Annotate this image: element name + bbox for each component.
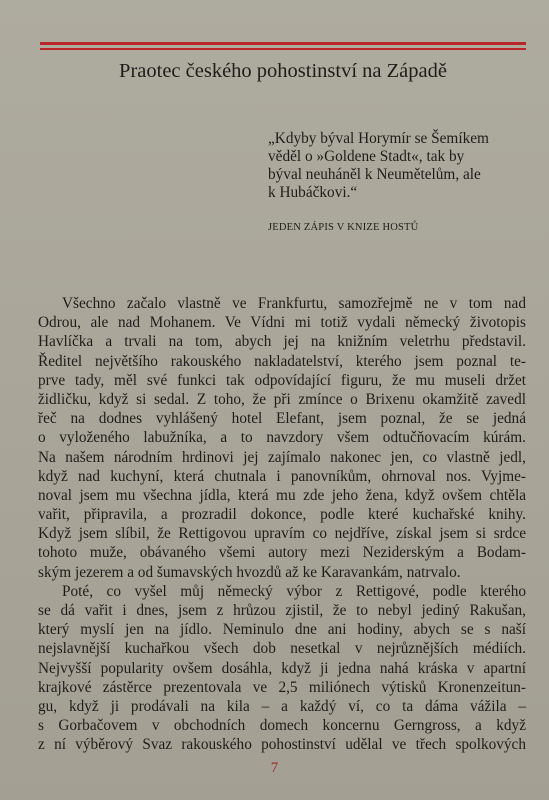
text-line: Na našem národním hrdinovi jej zajímalo nakonec jen, co vlastně jedl, xyxy=(38,448,526,466)
epigraph-line: věděl o »Goldene Stadt«, tak by xyxy=(268,148,465,165)
top-rule-secondary xyxy=(40,48,526,50)
epigraph xyxy=(268,130,528,202)
text-line: Odrou, ale nad Mohanem. Ve Vídni mi totiž vydali německý životopis xyxy=(38,314,526,332)
text-line: krajkové zástěrce prezentovala ve 2,5 miliónech výtisků Kronenzeitun- xyxy=(38,678,526,696)
epigraph-line: „Kdyby býval Horymír se Šemíkem xyxy=(268,130,489,147)
text-line: když nad kuchyní, která chutnala i panovníkům, ohrnoval nos. Vyjme- xyxy=(38,467,526,485)
text-line: židličku, když si sedal. Z toho, že při zmínce o Brixenu okamžitě zavedl xyxy=(38,390,526,408)
epigraph-line: býval neuháněl k Neumětelům, ale xyxy=(268,166,481,183)
text-line: o vyloženého labužníka, a to navzdory všem odtučňovacím kúrám. xyxy=(38,429,526,447)
epigraph-line: k Hubáčkovi.“ xyxy=(268,184,358,201)
text-line: Poté, co vyšel můj německý výbor z Rettigové, podle kterého xyxy=(62,582,526,600)
text-line: se dá vařit i dnes, jsem z hrůzou zjistil, že to nebyl jediný Rakušan, xyxy=(38,602,526,619)
text-line: z ní výběrový Svaz rakouského pohostinství udělal ve třech spolkových xyxy=(38,736,526,754)
text-line: který myslí jen na jídlo. Neminulo dne ani hodiny, abych se s naší xyxy=(38,621,526,639)
text-line: ským jezerem a od šumavských hvozdů až ke Karavankám, natrvalo. xyxy=(38,563,461,581)
text-line: Všechno začalo vlastně ve Frankfurtu, samozřejmě ne v tom nad xyxy=(62,295,526,312)
text-line: Ředitel největšího rakouského nakladatelství, kterého jsem poznal te- xyxy=(38,352,526,370)
epigraph-attribution: JEDEN ZÁPIS V KNIZE HOSTŮ xyxy=(268,222,419,233)
text-line: Nejvyšší popularity ovšem dosáhla, když ji jedna nahá kráska v apartní xyxy=(38,659,526,677)
text-line: tohoto muže, obávaného všemi autory mezi Neziderským a Bodam- xyxy=(38,544,526,562)
top-rule xyxy=(40,42,526,45)
page-number: 7 xyxy=(270,760,279,776)
text-line: Havlíčka a trvali na tom, abych jej na knižním veletrhu představil. xyxy=(38,333,526,351)
text-line: Když jsem slíbil, že Rettigovou upravím co nejdříve, získal jsem si srdce xyxy=(38,525,526,543)
text-line: vařit, připravila, a prozradil dokonce, podle které kuchařské knihy. xyxy=(38,506,526,524)
text-line: gu, když ji prodávali na kila – a každý ví, co ta dáma vážila – xyxy=(38,697,526,715)
text-line: prve tady, měl své funkci tak odpovídající figuru, že mu museli držet xyxy=(38,371,526,389)
body-text xyxy=(38,294,526,755)
text-line: nejslavnější kuchařkou všech dob nesetkal v nejrůznějších médiích. xyxy=(38,640,526,658)
chapter-title: Praotec českého pohostinství na Západě xyxy=(119,60,447,82)
text-line: noval jsem mu všechna jídla, která mu zde jeho žena, když ovšem chtěla xyxy=(38,486,526,504)
text-line: řeč na dodnes vyhlášený hotel Elefant, jsem poznal, že se jedná xyxy=(38,410,526,428)
text-line: s Gorbačovem v obchodních domech koncernu Gerngross, a když xyxy=(38,717,526,735)
paragraph-1 xyxy=(38,294,526,582)
paragraph-2 xyxy=(38,582,526,755)
